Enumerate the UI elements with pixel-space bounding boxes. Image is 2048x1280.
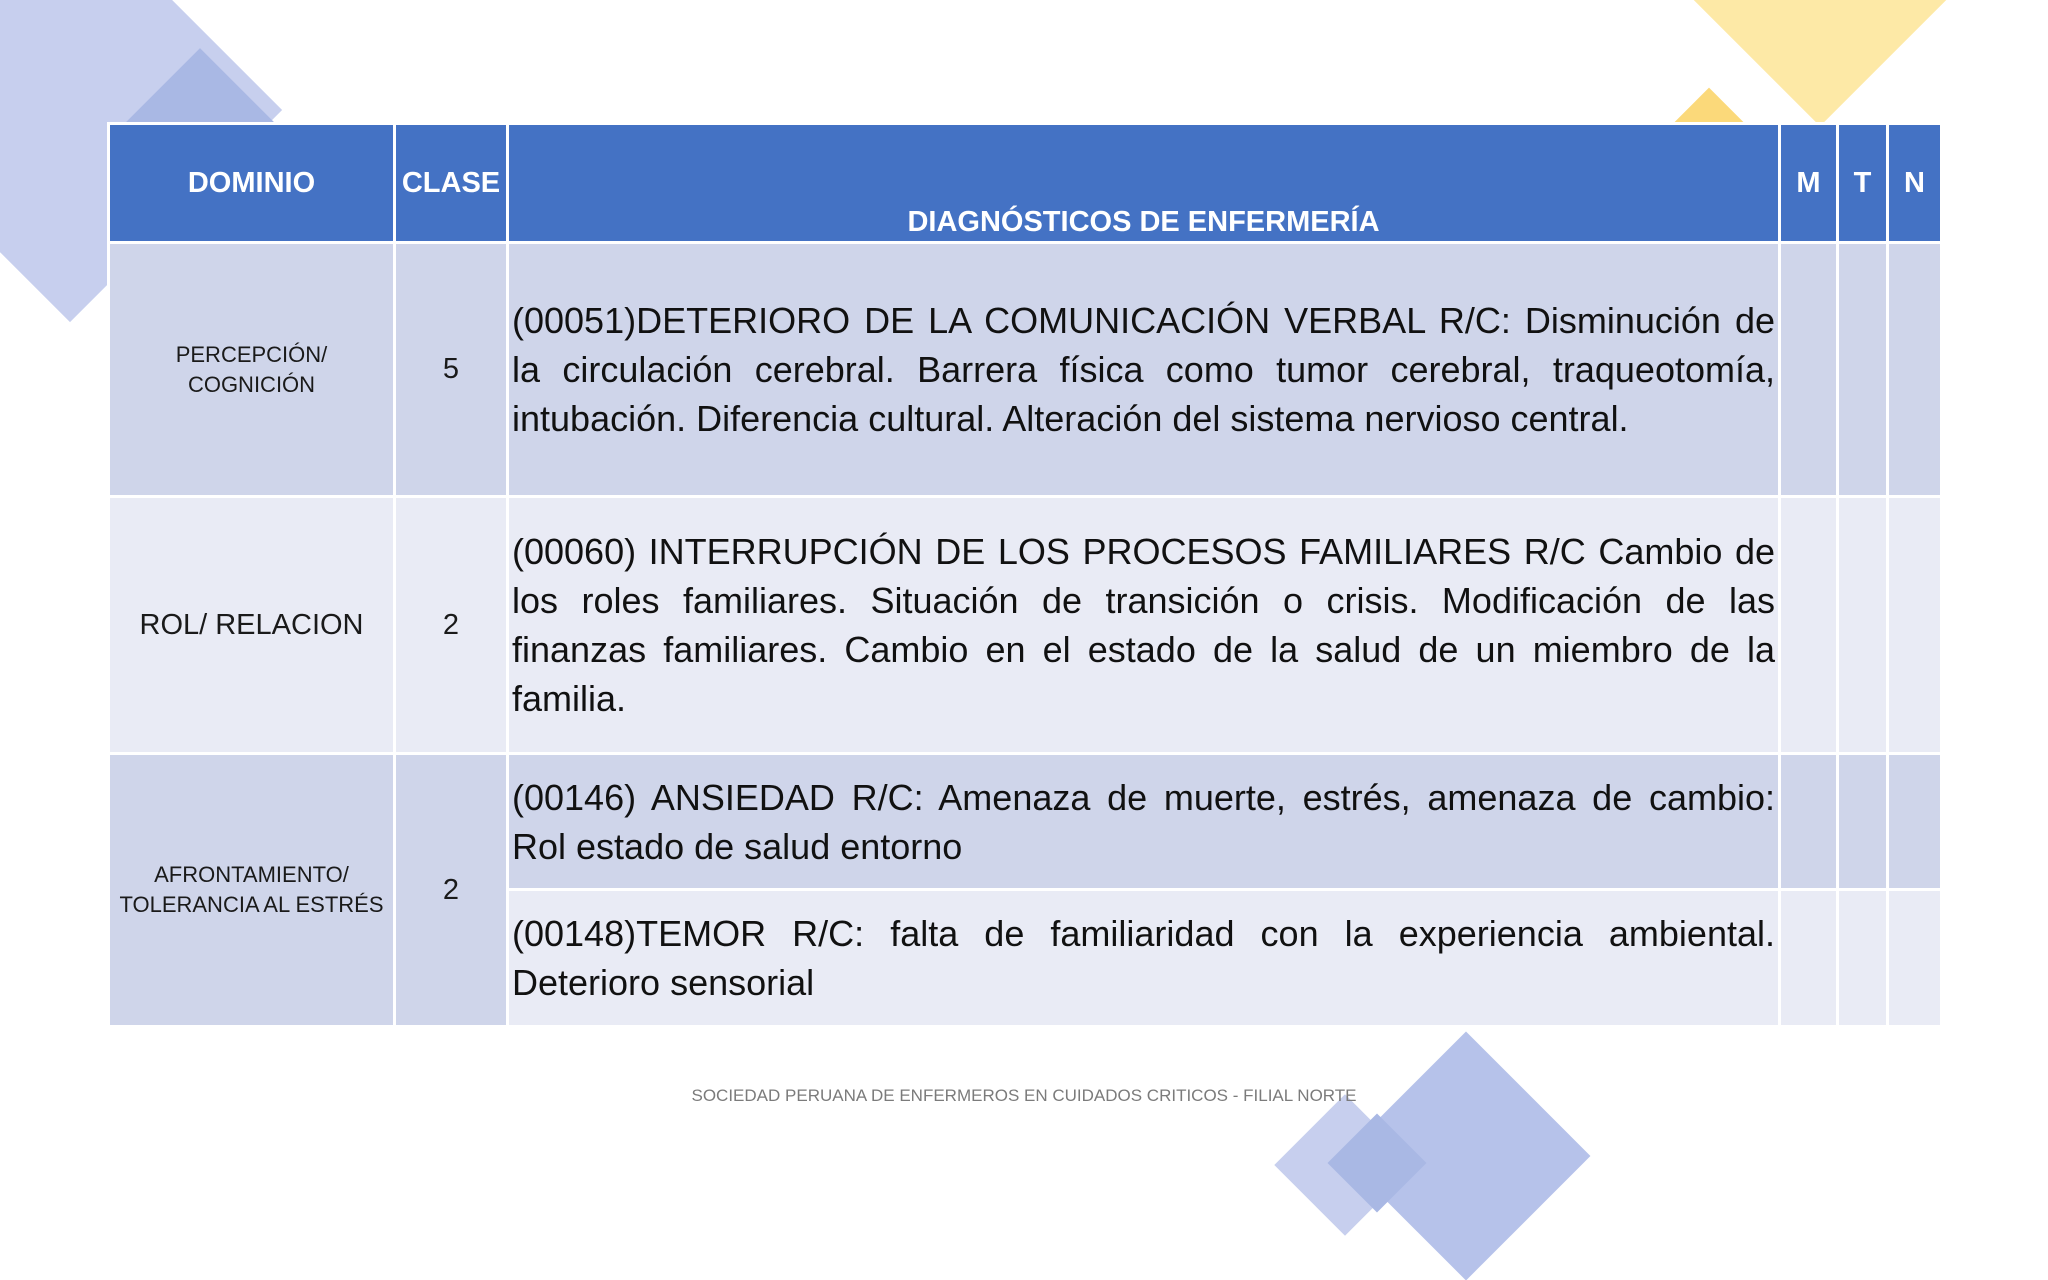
header-n: N — [1888, 124, 1942, 243]
table-row — [109, 497, 1942, 754]
header-diagnosticos: DIAGNÓSTICOS DE ENFERMERÍA — [508, 124, 1780, 243]
header-row — [109, 124, 1942, 243]
t-cell — [1838, 497, 1888, 754]
t-cell — [1838, 890, 1888, 1027]
dominio-line: AFRONTAMIENTO/ — [154, 862, 349, 887]
diagnostico-cell: (00060) INTERRUPCIÓN DE LOS PROCESOS FAMILIARES R/C Cambio de los roles familiares. Situación de transición o crisis. Modificación de las finanzas familiares. Cambio en el estado de la salud de un miembro de la familia. — [508, 497, 1780, 754]
n-cell — [1888, 497, 1942, 754]
m-cell — [1780, 890, 1838, 1027]
dominio-cell: ROL/ RELACION — [109, 497, 395, 754]
dominio-cell — [109, 754, 395, 1027]
t-cell — [1838, 754, 1888, 890]
dominio-cell: PERCEPCIÓN/ COGNICIÓN — [109, 243, 395, 497]
t-cell — [1838, 243, 1888, 497]
clase-cell: 2 — [395, 754, 508, 1027]
n-cell — [1888, 890, 1942, 1027]
table-row — [109, 754, 1942, 890]
table-row — [109, 243, 1942, 497]
n-cell — [1888, 754, 1942, 890]
nursing-diagnosis-table — [107, 122, 1943, 1028]
diagnostico-cell: (00148)TEMOR R/C: falta de familiaridad con la experiencia ambiental. Deterioro sensorial — [508, 890, 1780, 1027]
footer-text: SOCIEDAD PERUANA DE ENFERMEROS EN CUIDADOS CRITICOS - FILIAL NORTE — [691, 1086, 1357, 1105]
dominio-line: TOLERANCIA AL ESTRÉS — [119, 892, 384, 917]
m-cell — [1780, 243, 1838, 497]
n-cell — [1888, 243, 1942, 497]
decorative-diamond — [1594, 0, 2047, 126]
clase-cell: 5 — [395, 243, 508, 497]
clase-cell: 2 — [395, 497, 508, 754]
header-dominio: DOMINIO — [109, 124, 395, 243]
m-cell — [1780, 754, 1838, 890]
diagnostico-cell: (00051)DETERIORO DE LA COMUNICACIÓN VERBAL R/C: Disminución de la circulación cerebral. Barrera física como tumor cerebral, traqueotomía, intubación. Diferencia cultural. Alteración del sistema nervioso central. — [508, 243, 1780, 497]
header-t: T — [1838, 124, 1888, 243]
header-m: M — [1780, 124, 1838, 243]
diagnostico-cell: (00146) ANSIEDAD R/C: Amenaza de muerte, estrés, amenaza de cambio: Rol estado de salud entorno — [508, 754, 1780, 890]
m-cell — [1780, 497, 1838, 754]
header-clase: CLASE — [395, 124, 508, 243]
